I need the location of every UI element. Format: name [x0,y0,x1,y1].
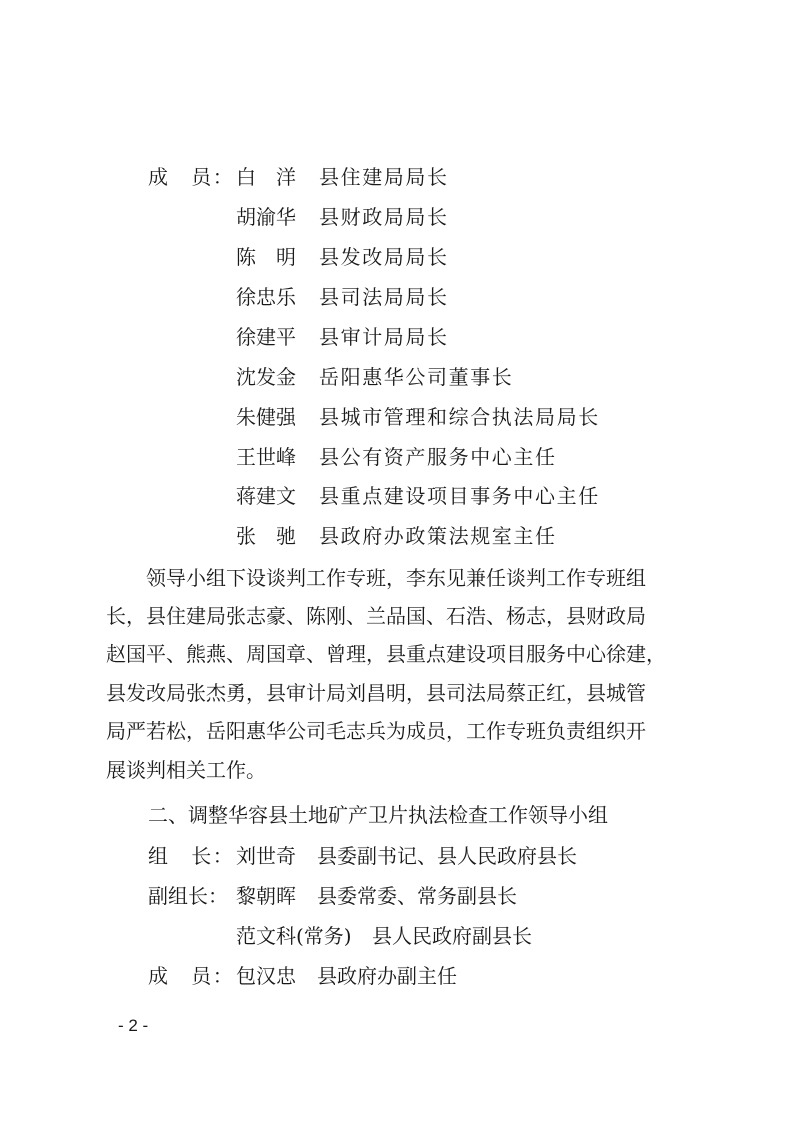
member-name: 朱健强 [236,405,296,429]
paragraph-line: 领导小组下设谈判工作专班，李东见兼任谈判工作专班组 [106,566,646,590]
deputy-role: 县委常委、常务副县长 [317,884,517,908]
member-name: 徐忠乐 [236,285,296,309]
member-name: 徐建平 [236,325,296,349]
page-number: - 2 - [118,1016,149,1035]
member-role: 县政府办政策法规室主任 [319,524,557,548]
leader-name: 刘世奇 [236,844,296,868]
leader-role: 县委副书记、县人民政府县长 [317,844,577,868]
deputy-name: 范文科(常务) [236,924,352,948]
member-name: 王世峰 [236,445,296,469]
members-label: 成 员： [148,165,235,189]
member-name: 张 驰 [236,524,296,548]
paragraph-line: 县发改局张杰勇，县审计局刘昌明，县司法局蔡正红，县城管 [106,681,646,705]
member-name: 白 洋 [236,165,296,189]
member-role: 县财政局局长 [319,205,449,229]
member-role: 县公有资产服务中心主任 [319,445,557,469]
paragraph-line: 展谈判相关工作。 [106,758,266,782]
member-name: 蒋建文 [236,484,296,508]
member-role: 县发改局局长 [319,245,449,269]
member-role: 县审计局局长 [319,325,449,349]
member-name: 胡渝华 [236,205,296,229]
deputy-label: 副组长： [148,884,228,908]
leader-label: 组 长： [148,844,235,868]
deputy-role: 县人民政府副县长 [372,924,532,948]
deputy-name: 黎朝晖 [236,884,296,908]
members-label: 成 员： [148,964,235,988]
member-role: 县城市管理和综合执法局局长 [319,405,600,429]
member-role: 县司法局局长 [319,285,449,309]
paragraph-line: 赵国平、熊燕、周国章、曾理，县重点建设项目服务中心徐建， [106,642,666,666]
paragraph-line: 局严若松，岳阳惠华公司毛志兵为成员，工作专班负责组织开 [106,719,646,743]
member-name: 包汉忠 [236,964,296,988]
member-role: 县重点建设项目事务中心主任 [319,484,600,508]
member-role: 岳阳惠华公司董事长 [319,365,514,389]
member-role: 县住建局局长 [319,165,449,189]
paragraph-line: 长，县住建局张志豪、陈刚、兰品国、石浩、杨志，县财政局 [106,604,646,628]
member-name: 陈 明 [236,245,296,269]
section-heading: 二、调整华容县土地矿产卫片执法检查工作领导小组 [148,803,608,827]
member-name: 沈发金 [236,365,296,389]
member-role: 县政府办副主任 [317,964,457,988]
